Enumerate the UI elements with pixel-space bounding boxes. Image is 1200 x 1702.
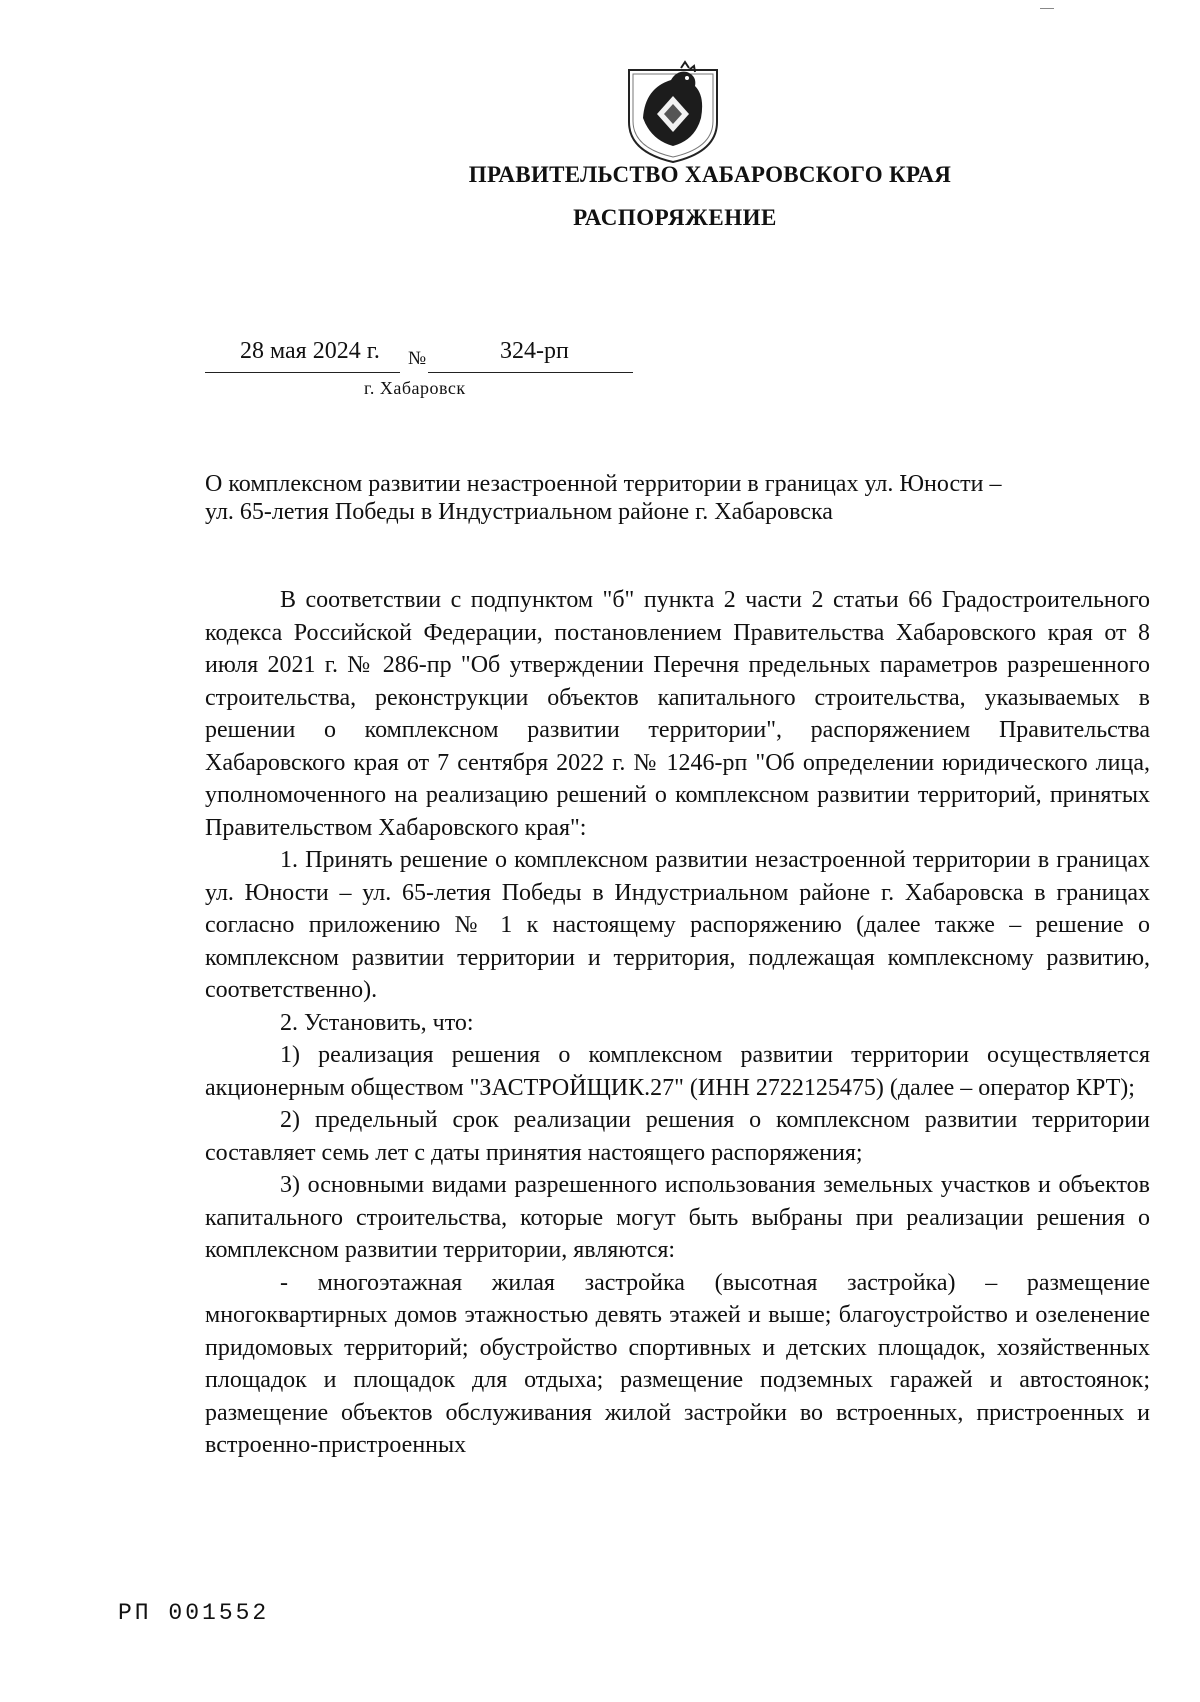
subclause-paragraph: 3) основными видами разрешенного использования земельных участков и объектов капитального строительства, которые могут быть выбраны при реализации решения о комплексном развитии территории, являются: xyxy=(205,1172,1150,1263)
document-date: 28 мая 2024 г. xyxy=(240,338,380,364)
clause-paragraph: 1. Принять решение о комплексном развитии незастроенной территории в границах ул. Юности – ул. 65-летия Победы в Индустриальном районе г. Хабаровска в границах согласно приложению № 1 к настоящему распоряжению (далее также – решение о комплексном развитии территории и территория, подлежащая комплексному развитию, соответственно). xyxy=(205,847,1150,1003)
preamble-paragraph: В соответствии с подпунктом "б" пункта 2 части 2 статьи 66 Градостроительного кодекса Российской Федерации, постановлением Правительства Хабаровского края от 8 июля 2021 г. № 286-пр "Об утверждении Перечня предельных параметров разрешенного строительства, реконструкции объектов капитального строительства, указываемых в решении о комплексном развитии территории", распоряжением Правительства Хабаровского края от 7 сентября 2022 г. № 1246-рп "Об определении юридического лица, уполномоченного на реализацию решений о комплексном развитии территорий, принятых Правительством Хабаровского края": xyxy=(205,587,1150,841)
number-sign: № xyxy=(408,348,427,369)
subject-line: О комплексном развитии незастроенной территории в границах ул. Юности – xyxy=(205,471,1002,497)
list-item-paragraph: - многоэтажная жилая застройка (высотная застройка) – размещение многоквартирных домов этажностью девять этажей и выше; благоустройство и озеленение придомовых территорий; обустройство спортивных и детских площадок, хозяйственных площадок и площадок для отдыха; размещение подземных гаражей и автостоянок; размещение объектов обслуживания жилой застройки во встроенных, пристроенных и встроенно-пристроенных xyxy=(205,1269,1150,1458)
form-serial-code: РП 001552 xyxy=(118,1600,270,1626)
subclause-paragraph: 2) предельный срок реализации решения о комплексном развитии территории составляет семь лет с даты принятия настоящего распоряжения; xyxy=(205,1107,1150,1166)
clause-paragraph: 2. Установить, что: xyxy=(280,1009,474,1036)
document-body xyxy=(205,584,1150,1462)
date-underline xyxy=(205,372,400,373)
subject-line: ул. 65-летия Победы в Индустриальном районе г. Хабаровска xyxy=(205,499,833,525)
document-subject xyxy=(205,470,1150,526)
number-underline xyxy=(428,372,633,373)
document-number: 324-рп xyxy=(500,338,569,364)
issue-city: г. Хабаровск xyxy=(364,378,466,398)
scan-artifact xyxy=(1040,8,1054,9)
organization-title: ПРАВИТЕЛЬСТВО ХАБАРОВСКОГО КРАЯ xyxy=(468,162,952,187)
subclause-paragraph: 1) реализация решения о комплексном развитии территории осуществляется акционерным обществом "ЗАСТРОЙЩИК.27" (ИНН 2722125475) (далее – оператор КРТ); xyxy=(205,1042,1150,1101)
document-type: РАСПОРЯЖЕНИЕ xyxy=(573,205,777,230)
coat-of-arms-emblem xyxy=(623,56,723,164)
